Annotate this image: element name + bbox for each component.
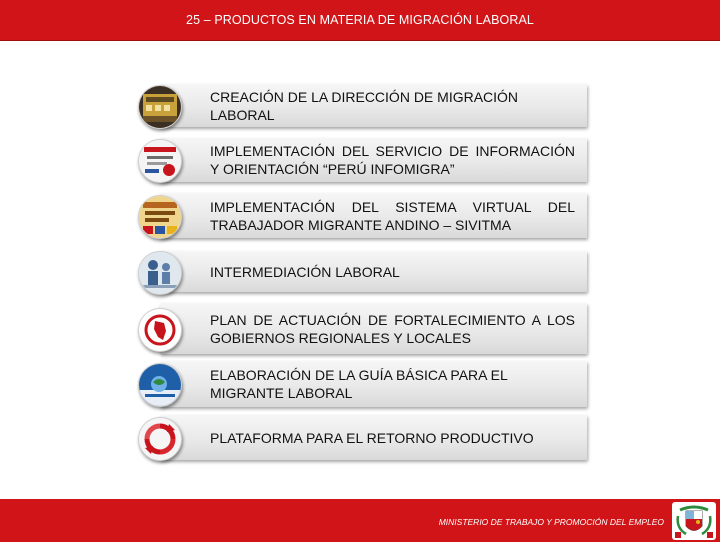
list-item	[138, 361, 587, 407]
slide-title: 25 – PRODUCTOS EN MATERIA DE MIGRACIÓN LABORAL	[186, 13, 534, 27]
slide-footer	[0, 497, 720, 542]
guide-globe-icon	[138, 363, 182, 407]
workers-icon	[138, 251, 182, 295]
item-text: PLAN DE ACTUACIÓN DE FORTALECIMIENTO A LOS GOBIERNOS REGIONALES Y LOCALES	[210, 311, 575, 346]
list-item	[138, 251, 587, 292]
peru-coat-of-arms-icon	[672, 502, 716, 540]
list-item	[138, 84, 587, 127]
building-photo-icon	[138, 85, 182, 129]
return-arrows-icon	[138, 417, 182, 461]
peru-map-logo-icon	[138, 308, 182, 352]
infomigra-logo-icon	[138, 139, 182, 183]
item-text: ELABORACIÓN DE LA GUÍA BÁSICA PARA EL MIGRANTE LABORAL	[210, 367, 508, 401]
item-text: IMPLEMENTACIÓN DEL SERVICIO DE INFORMACIÓN Y ORIENTACIÓN “PERÚ INFOMIGRA”	[210, 143, 575, 177]
list-item	[138, 193, 587, 238]
item-text: INTERMEDIACIÓN LABORAL	[210, 263, 400, 280]
item-text: PLATAFORMA PARA EL RETORNO PRODUCTIVO	[210, 429, 534, 446]
item-bar	[160, 361, 587, 407]
item-bar	[160, 303, 587, 354]
item-bar	[160, 84, 587, 127]
item-text: CREACIÓN DE LA DIRECCIÓN DE MIGRACIÓN LABORAL	[210, 88, 519, 123]
list-item	[138, 415, 587, 460]
item-bar	[160, 138, 587, 182]
item-bar	[160, 415, 587, 460]
ministry-name: MINISTERIO DE TRABAJO Y PROMOCIÓN DEL EMPLEO	[438, 517, 664, 527]
item-bar	[160, 193, 587, 238]
item-text: IMPLEMENTACIÓN DEL SISTEMA VIRTUAL DEL TRABAJADOR MIGRANTE ANDINO – SIVITMA	[210, 198, 575, 233]
list-item	[138, 303, 587, 354]
item-bar	[160, 251, 587, 292]
list-item	[138, 138, 587, 182]
sivitma-logo-icon	[138, 195, 182, 239]
